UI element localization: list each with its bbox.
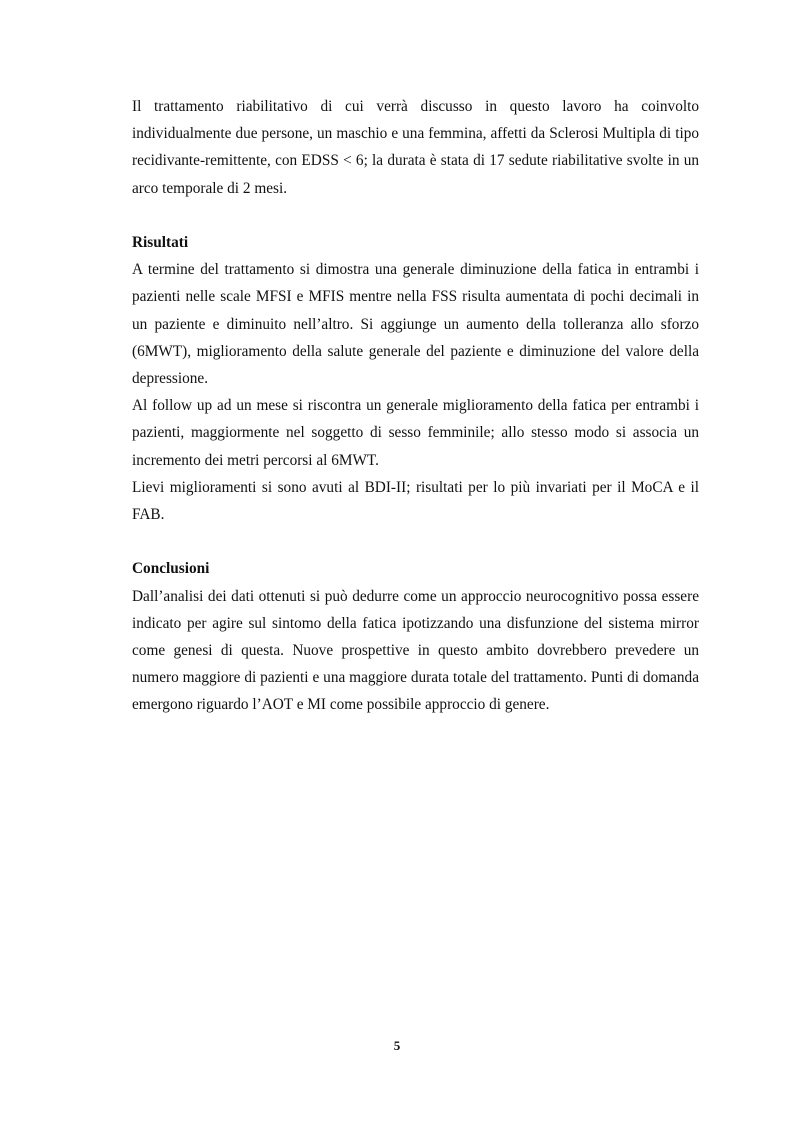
page-body [132, 93, 699, 719]
conclusions-paragraph: Dall’analisi dei dati ottenuti si può dedurre come un approccio neurocognitivo possa essere indicato per agire sul sintomo della fatica ipotizzando una disfunzione del sistema mirror come genesi di questa. Nuove prospettive in questo ambito dovrebbero prevedere un numero maggiore di pazienti e una maggiore durata totale del trattamento. Punti di domanda emergono riguardo l’AOT e MI come possibile approccio di genere. [132, 587, 699, 714]
section-gap [132, 528, 699, 555]
results-paragraph-1: A termine del trattamento si dimostra una generale diminuzione della fatica in entrambi i pazienti nelle scale MFSI e MFIS mentre nella FSS risulta aumentata di pochi decimali in un paziente e diminuito nell’altro. Si aggiunge un aumento della tolleranza allo sforzo (6MWT), miglioramento della salute generale del paziente e diminuzione del valore della depressione. [132, 261, 699, 388]
section-gap [132, 202, 699, 229]
results-heading: Risultati [132, 234, 189, 251]
page-number: 5 [393, 1038, 401, 1053]
results-paragraph-3: Lievi miglioramenti si sono avuti al BDI-II; risultati per lo più invariati per il MoCA e il FAB. [132, 478, 699, 524]
intro-paragraph: Il trattamento riabilitativo di cui verrà discusso in questo lavoro ha coinvolto individualmente due persone, un maschio e una femmina, affetti da Sclerosi Multipla di tipo recidivante-remittente, con EDSS < 6; la durata è stata di 17 sedute riabilitative svolte in un arco temporale di 2 mesi. [132, 98, 699, 197]
conclusions-heading: Conclusioni [132, 560, 210, 578]
results-paragraph-2: Al follow up ad un mese si riscontra un generale miglioramento della fatica per entrambi i pazienti, maggiormente nel soggetto di sesso femminile; allo stesso modo si associa un incremento dei metri percorsi al 6MWT. [132, 397, 699, 469]
